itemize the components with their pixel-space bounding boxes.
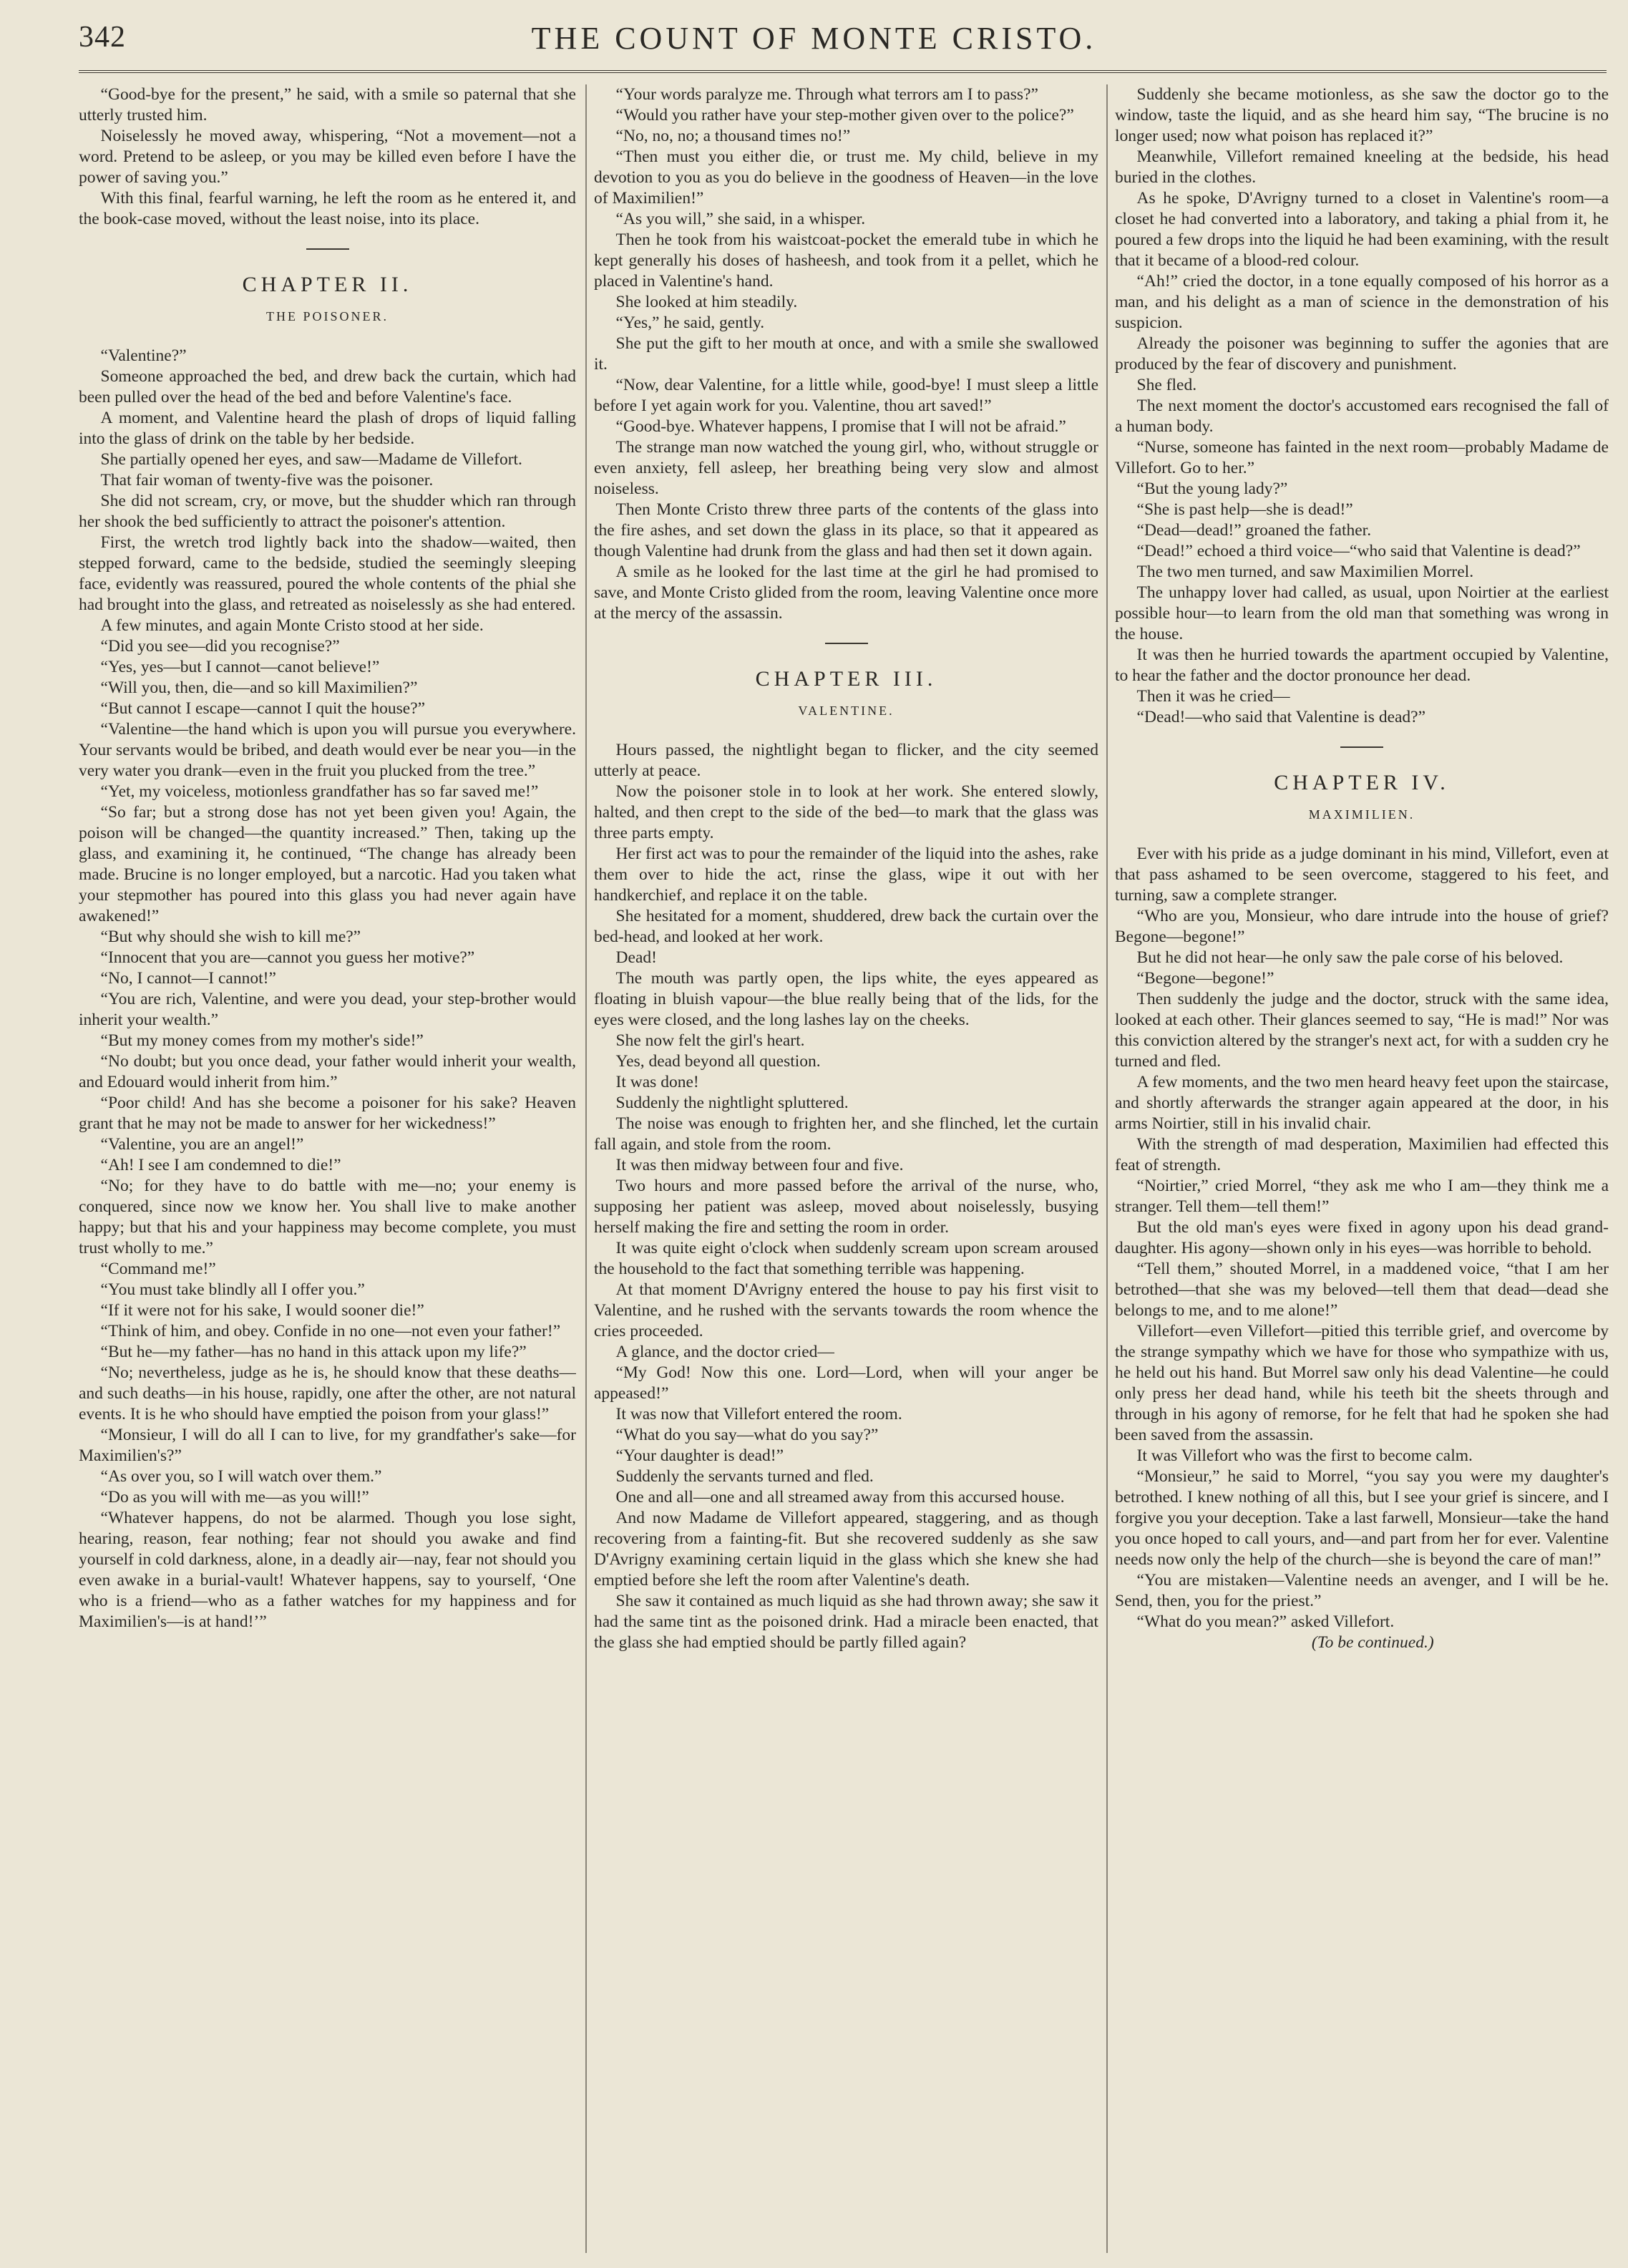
paragraph: “Yet, my voiceless, motionless grandfather has so far saved me!” bbox=[100, 782, 539, 801]
paragraph: She partially opened her eyes, and saw—Madame de Villefort. bbox=[100, 450, 522, 469]
paragraph: She looked at him steadily. bbox=[615, 293, 798, 311]
paragraph: “Ah!” cried the doctor, in a tone equally composed of his horror as a man, and his delight as a man of science in the demonstration of his suspicion. bbox=[1115, 272, 1609, 332]
paragraph: Dead! bbox=[615, 948, 657, 967]
paragraph: That fair woman of twenty-five was the poisoner. bbox=[100, 471, 434, 490]
paragraph: She put the gift to her mouth at once, and with a smile she swallowed it. bbox=[594, 334, 1098, 374]
paragraph: “Valentine?” bbox=[100, 346, 187, 365]
col1-top-text bbox=[79, 84, 576, 230]
paragraph: Then it was he cried— bbox=[1136, 687, 1290, 706]
paragraph: “But why should she wish to kill me?” bbox=[100, 928, 361, 946]
paragraph: Her first act was to pour the remainder of the liquid into the ashes, rake them over to hide the act, rinse the glass, wipe it out with her handkerchief, and replace it on the table. bbox=[594, 845, 1098, 905]
paragraph: One and all—one and all streamed away from this accursed house. bbox=[615, 1488, 1065, 1507]
chapter-title: CHAPTER III. bbox=[755, 667, 937, 691]
paragraph: “But cannot I escape—cannot I quit the house?” bbox=[100, 699, 426, 718]
paragraph: As he spoke, D'Avrigny turned to a closet in Valentine's room—a closet he had converted into a laboratory, and taking a phial from it, he poured a few drops into the liquid he had been examining, with the result that it became of a blood-red colour. bbox=[1115, 189, 1609, 270]
paragraph: “Dead!” echoed a third voice—“who said that Valentine is dead?” bbox=[1136, 542, 1581, 560]
col1-body-text bbox=[79, 346, 576, 1632]
col3-top-text bbox=[1115, 84, 1609, 728]
paragraph: “Your daughter is dead!” bbox=[615, 1446, 784, 1465]
to-be-continued: (To be continued.) bbox=[1311, 1633, 1434, 1652]
paragraph: “Would you rather have your step-mother given over to the police?” bbox=[615, 106, 1074, 125]
paragraph: “Tell them,” shouted Morrel, in a maddened voice, “that I am her betrothed—that she was my beloved—tell them that dead—dead she belongs to me, and to me alone!” bbox=[1115, 1260, 1609, 1320]
page-header bbox=[0, 0, 1628, 79]
paragraph: “But my money comes from my mother's side!” bbox=[100, 1031, 424, 1050]
paragraph: “What do you mean?” asked Villefort. bbox=[1136, 1612, 1395, 1631]
paragraph: Ever with his pride as a judge dominant in his mind, Villefort, even at that pass ashamed to be seen overcome, staggered to his feet, and turning, saw a complete stranger. bbox=[1115, 845, 1609, 905]
paragraph: “No, I cannot—I cannot!” bbox=[100, 969, 276, 988]
col2-body-text bbox=[594, 740, 1098, 1653]
paragraph: “Monsieur,” he said to Morrel, “you say you were my daughter's betrothed. I knew nothing of all this, but I see your grief is sincere, and I forgive you your deception. Take a last farwell, Monsieur—take the hand you once hoped to call yours, and—and part from her for ever. Valentine needs now only the help of the church—she is beyond the care of man!” bbox=[1115, 1467, 1609, 1569]
paragraph: She saw it contained as much liquid as she had thrown away; she saw it had the same tint as the poisoned drink. Had a miracle been enacted, that the glass she had emptied should be partly filled again? bbox=[594, 1592, 1098, 1652]
paragraph: She now felt the girl's heart. bbox=[615, 1031, 805, 1050]
column-divider bbox=[1106, 84, 1108, 2253]
paragraph: The next moment the doctor's accustomed ears recognised the fall of a human body. bbox=[1115, 396, 1609, 436]
chapter-subtitle: VALENTINE. bbox=[798, 704, 895, 718]
column-1 bbox=[79, 84, 576, 2253]
paragraph: Noiselessly he moved away, whispering, “Not a movement—not a word. Pretend to be asleep, or you may be killed even before I have the power of saving you.” bbox=[79, 127, 576, 187]
paragraph: “Monsieur, I will do all I can to live, for my grandfather's sake—for Maximilien's?” bbox=[79, 1426, 576, 1465]
paragraph: First, the wretch trod lightly back into the shadow—waited, then stepped forward, came to the bedside, studied the seemingly sleeping face, evidently was reassured, poured the whole contents of the phial she had brought into the glass, and retreated as noiselessly as she had entered. bbox=[79, 533, 576, 614]
paragraph: “Poor child! And has she become a poisoner for his sake? Heaven grant that he may not be made to answer for her wickedness!” bbox=[79, 1094, 576, 1133]
paragraph: “Do as you will with me—as you will!” bbox=[100, 1488, 369, 1507]
paragraph: “Nurse, someone has fainted in the next room—probably Madame de Villefort. Go to her.” bbox=[1115, 438, 1609, 477]
paragraph: Meanwhile, Villefort remained kneeling at the bedside, his head buried in the clothes. bbox=[1115, 147, 1609, 187]
paragraph: A few moments, and the two men heard heavy feet upon the staircase, and shortly afterwards the stranger again appeared at the door, in his arms Noirtier, still in his invalid chair. bbox=[1115, 1073, 1609, 1133]
paragraph: “Now, dear Valentine, for a little while, good-bye! I must sleep a little before I yet again work for you. Valentine, thou art saved!” bbox=[594, 376, 1098, 415]
paragraph: A moment, and Valentine heard the plash of drops of liquid falling into the glass of drink on the table by her bedside. bbox=[79, 409, 576, 448]
paragraph: It was now that Villefort entered the room. bbox=[615, 1405, 902, 1423]
paragraph: Then he took from his waistcoat-pocket the emerald tube in which he kept generally his doses of hasheesh, and took from it a pellet, which he placed in Valentine's hand. bbox=[594, 230, 1098, 291]
paragraph: “Yes,” he said, gently. bbox=[615, 313, 765, 332]
column-2 bbox=[594, 84, 1098, 2253]
running-title: THE COUNT OF MONTE CRISTO. bbox=[531, 21, 1097, 56]
paragraph: “No; nevertheless, judge as he is, he should know that these deaths—and such deaths—in his house, rapidly, one after the other, are not natural events. It is he who should have emptied the poison from your glass!” bbox=[79, 1363, 576, 1423]
chapter-title: CHAPTER II. bbox=[242, 273, 413, 296]
paragraph: With the strength of mad desperation, Maximilien had effected this feat of strength. bbox=[1115, 1135, 1609, 1174]
paragraph: The strange man now watched the young girl, who, without struggle or even anxiety, fell asleep, her breathing being very slow and almost noiseless. bbox=[594, 438, 1098, 498]
paragraph: “Noirtier,” cried Morrel, “they ask me who I am—they think me a stranger. Tell them—tell them!” bbox=[1115, 1177, 1609, 1216]
paragraph: She did not scream, cry, or move, but the shudder which ran through her shook the bed sufficiently to attract the poisoner's attention. bbox=[79, 492, 576, 531]
paragraph: “Dead!—who said that Valentine is dead?” bbox=[1136, 708, 1426, 726]
paragraph: It was Villefort who was the first to become calm. bbox=[1136, 1446, 1473, 1465]
paragraph: “Then must you either die, or trust me. My child, believe in my devotion to you as you do believe in the goodness of Heaven—in the love of Maximilien!” bbox=[594, 147, 1098, 208]
paragraph: “So far; but a strong dose has not yet been given you! Again, the poison will be changed—the quantity increased.” Then, taking up the glass, and examining it, he continued, “The change has already been made. Brucine is no longer employed, but a narcotic. Had you taken what your stepmother has poured into this glass you had never again have awakened!” bbox=[79, 803, 576, 925]
paragraph: Suddenly the nightlight spluttered. bbox=[615, 1094, 849, 1112]
paragraph: “Good-bye. Whatever happens, I promise that I will not be afraid.” bbox=[615, 417, 1066, 436]
paragraph: “My God! Now this one. Lord—Lord, when will your anger be appeased!” bbox=[594, 1363, 1098, 1403]
paragraph: At that moment D'Avrigny entered the house to pay his first visit to Valentine, and he rushed with the servants towards the room whence the cries proceeded. bbox=[594, 1280, 1098, 1340]
paragraph: With this final, fearful warning, he left the room as he entered it, and the book-case moved, without the least noise, into its place. bbox=[79, 189, 576, 228]
paragraph: Then Monte Cristo threw three parts of the contents of the glass into the fire ashes, and set down the glass in its place, so that it appeared as though Valentine had drunk from the glass and had then set it down again. bbox=[594, 500, 1098, 560]
chapter-subtitle: MAXIMILIEN. bbox=[1308, 807, 1415, 822]
paragraph: “She is past help—she is dead!” bbox=[1136, 500, 1353, 519]
section-rule bbox=[306, 248, 349, 250]
paragraph: But he did not hear—he only saw the pale corse of his beloved. bbox=[1136, 948, 1564, 967]
col2-top-text bbox=[594, 84, 1098, 624]
paragraph: “Good-bye for the present,” he said, with a smile so paternal that she utterly trusted him. bbox=[79, 85, 576, 125]
paragraph: “You are rich, Valentine, and were you dead, your step-brother would inherit your wealth.” bbox=[79, 990, 576, 1029]
paragraph: The mouth was partly open, the lips white, the eyes appeared as floating in bluish vapour—the blue really being that of the lids, for the eyes were closed, and the long lashes lay on the cheeks. bbox=[594, 969, 1098, 1029]
paragraph: But the old man's eyes were fixed in agony upon his dead grand-daughter. His agony—shown only in his eyes—was horrible to behold. bbox=[1115, 1218, 1609, 1257]
paragraph: Then suddenly the judge and the doctor, struck with the same idea, looked at each other. Their glances seemed to say, “He is mad!” Nor was this conviction altered by the stranger's next act, for with a sudden cry he turned and fled. bbox=[1115, 990, 1609, 1071]
paragraph: “But he—my father—has no hand in this attack upon my life?” bbox=[100, 1343, 527, 1361]
paragraph: Now the poisoner stole in to look at her work. She entered slowly, halted, and then crept to the side of the bed—to mark that the glass was three parts empty. bbox=[594, 782, 1098, 842]
paragraph: “Whatever happens, do not be alarmed. Though you lose sight, hearing, reason, fear nothing; fear not should you awake and find yourself in cold darkness, alone, in a deadly air—nay, fear not should you even awake in a burial-vault! Whatever happens, say to yourself, ‘One who is a friend—who as a father watches for my happiness and for Maximilien's—is at hand!’” bbox=[79, 1509, 576, 1631]
paragraph: “What do you say—what do you say?” bbox=[615, 1426, 879, 1444]
paragraph: A smile as he looked for the last time at the girl he had promised to save, and Monte Cristo glided from the room, leaving Valentine once more at the mercy of the assassin. bbox=[594, 563, 1098, 623]
paragraph: “Valentine, you are an angel!” bbox=[100, 1135, 304, 1154]
paragraph: “Command me!” bbox=[100, 1260, 216, 1278]
paragraph: She fled. bbox=[1136, 376, 1197, 394]
paragraph: “Innocent that you are—cannot you guess her motive?” bbox=[100, 948, 475, 967]
paragraph: And now Madame de Villefort appeared, staggering, and as though recovering from a fainting-fit. But she recovered suddenly as she saw D'Avrigny examining certain liquid in the glass which she knew she had emptied before she left the room after Valentine's death. bbox=[594, 1509, 1098, 1590]
paragraph: Someone approached the bed, and drew back the curtain, which had been pulled over the head of the bed and before Valentine's face. bbox=[79, 367, 576, 407]
paragraph: Already the poisoner was beginning to suffer the agonies that are produced by the fear of discovery and punishment. bbox=[1115, 334, 1609, 374]
column-3 bbox=[1115, 84, 1609, 2253]
paragraph: A glance, and the doctor cried— bbox=[615, 1343, 834, 1361]
paragraph: The noise was enough to frighten her, and she flinched, let the curtain fall again, and stole from the room. bbox=[594, 1114, 1098, 1154]
paragraph: Suddenly she became motionless, as she saw the doctor go to the window, taste the liquid, and as she heard him say, “The brucine is no longer used; now what poison has replaced it?” bbox=[1115, 85, 1609, 145]
paragraph: Two hours and more passed before the arrival of the nurse, who, supposing her patient was asleep, moved about noiselessly, busying herself making the fire and setting the room in order. bbox=[594, 1177, 1098, 1237]
paragraph: “Will you, then, die—and so kill Maximilien?” bbox=[100, 678, 418, 697]
header-rule bbox=[79, 70, 1607, 73]
paragraph: “Yes, yes—but I cannot—canot believe!” bbox=[100, 658, 380, 676]
paragraph: “No doubt; but you once dead, your father would inherit your wealth, and Edouard would inherit from him.” bbox=[79, 1052, 576, 1091]
section-rule bbox=[1340, 746, 1383, 748]
paragraph: It was quite eight o'clock when suddenly scream upon scream aroused the household to the fact that something terrible was happening. bbox=[594, 1239, 1098, 1278]
paragraph: It was then midway between four and five. bbox=[615, 1156, 904, 1174]
paragraph: Yes, dead beyond all question. bbox=[615, 1052, 821, 1071]
paragraph: “No, no, no; a thousand times no!” bbox=[615, 127, 851, 145]
col3-body-text bbox=[1115, 844, 1609, 1632]
paragraph: Hours passed, the nightlight began to flicker, and the city seemed utterly at peace. bbox=[594, 741, 1098, 780]
paragraph: “Did you see—did you recognise?” bbox=[100, 637, 340, 656]
paragraph: “Ah! I see I am condemned to die!” bbox=[100, 1156, 341, 1174]
paragraph: “If it were not for his sake, I would sooner die!” bbox=[100, 1301, 424, 1320]
paragraph: “You are mistaken—Valentine needs an avenger, and I will be he. Send, then, you for the priest.” bbox=[1115, 1571, 1609, 1610]
paragraph: “Dead—dead!” groaned the father. bbox=[1136, 521, 1372, 540]
paragraph: Suddenly the servants turned and fled. bbox=[615, 1467, 874, 1486]
column-divider bbox=[585, 84, 587, 2253]
paragraph: Villefort—even Villefort—pitied this terrible grief, and overcome by the strange sympathy which we have for those who sympathize with us, he held out his hand. But Morrel saw only his dead Valentine—he could only press her dead hand, while his teeth bit the sheets through and through in his agony of remorse, for he felt that had he spoken she had been saved from the assassin. bbox=[1115, 1322, 1609, 1444]
paragraph: “Begone—begone!” bbox=[1136, 969, 1274, 988]
paragraph: “Think of him, and obey. Confide in no one—not even your father!” bbox=[100, 1322, 561, 1340]
paragraph: She hesitated for a moment, shuddered, drew back the curtain over the bed-head, and looked at her work. bbox=[594, 907, 1098, 946]
paragraph: The two men turned, and saw Maximilien Morrel. bbox=[1136, 563, 1474, 581]
paragraph: “Your words paralyze me. Through what terrors am I to pass?” bbox=[615, 85, 1038, 104]
paragraph: “But the young lady?” bbox=[1136, 480, 1288, 498]
paragraph: It was then he hurried towards the apartment occupied by Valentine, to hear the father and the doctor pronounce her dead. bbox=[1115, 646, 1609, 685]
section-rule bbox=[825, 643, 868, 644]
chapter-subtitle: THE POISONER. bbox=[265, 309, 389, 323]
paragraph: “As you will,” she said, in a whisper. bbox=[615, 210, 866, 228]
chapter-title: CHAPTER IV. bbox=[1274, 771, 1450, 794]
paragraph: It was done! bbox=[615, 1073, 699, 1091]
paragraph: The unhappy lover had called, as usual, upon Noirtier at the earliest possible hour—to learn from the old man that something was wrong in the house. bbox=[1115, 583, 1609, 643]
paragraph: “Who are you, Monsieur, who dare intrude into the house of grief? Begone—begone!” bbox=[1115, 907, 1609, 946]
paragraph: “You must take blindly all I offer you.” bbox=[100, 1280, 365, 1299]
paragraph: A few minutes, and again Monte Cristo stood at her side. bbox=[100, 616, 484, 635]
paragraph: “Valentine—the hand which is upon you will pursue you everywhere. Your servants would be bribed, and death would ever be near you—in the very water you drank—even in the fruit you plucked from the tree.” bbox=[79, 720, 576, 780]
paragraph: “As over you, so I will watch over them.” bbox=[100, 1467, 382, 1486]
paragraph: “No; for they have to do battle with me—no; your enemy is conquered, since now we know her. You shall live to make another happy; but that his and your happiness may become complete, you must trust wholly to me.” bbox=[79, 1177, 576, 1257]
page-number: 342 bbox=[79, 21, 126, 54]
